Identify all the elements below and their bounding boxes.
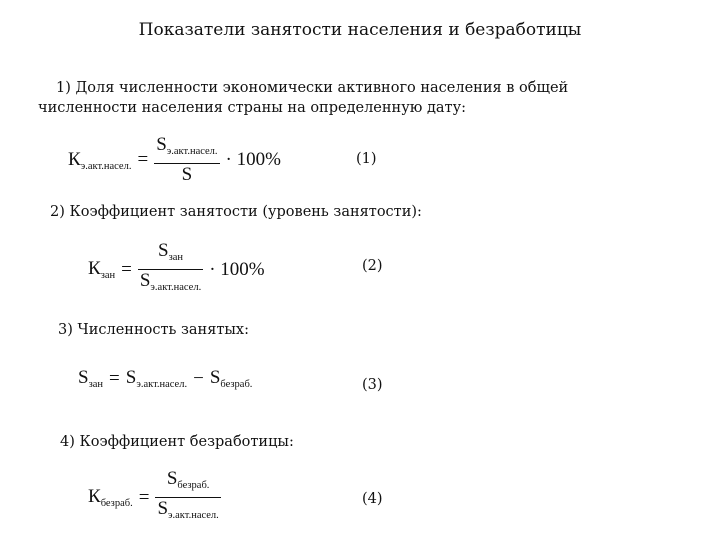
formula-1-lhs: $К_{э.акт.насел.}$ <box>68 148 132 172</box>
item-4-label: 4) Коэффициент безработицы: <box>60 434 294 450</box>
formula-3-lhs: $S_{зан}$ <box>78 367 104 390</box>
formula-2-lhs: $К_{зан}$ <box>88 258 116 281</box>
formula-4-denominator: $S_{э.акт.насел.}$ <box>157 498 219 521</box>
formula-2-numerator: $S_{зан}$ <box>138 240 203 270</box>
item-3-label: 3) Численность занятых: <box>58 322 249 338</box>
formula-4-numerator: $S_{безраб.}$ <box>155 468 220 498</box>
formula-4-lhs: $К_{безраб.}$ <box>88 486 133 509</box>
formula-1: $К_{э.акт.насел.}$ = $\frac{S_{э.акт.насел.}}{S}$ · 100% <box>68 134 281 185</box>
formula-4-number: (4) <box>362 491 383 507</box>
formula-2-denominator: $S_{э.акт.насел.}$ <box>139 270 202 293</box>
formula-3-number: (3) <box>362 377 383 393</box>
formula-1-number: (1) <box>356 151 377 167</box>
formula-1-denominator: S <box>181 164 193 185</box>
formula-4: $К_{безраб.}$ = $\frac{S_{безраб.}}{S_{э.акт.насел.}}$ <box>88 468 221 527</box>
formula-3-term-2: $S_{безраб.}$ <box>209 367 253 390</box>
formula-3-term-1: $S_{э.акт.насел.}$ <box>125 367 188 390</box>
formula-4-fraction <box>155 468 220 527</box>
formula-1-tail: · 100% <box>225 149 281 170</box>
formula-2-tail: · 100% <box>209 258 265 280</box>
formula-1-fraction <box>154 134 219 186</box>
page-title: Показатели занятости населения и безработицы <box>138 20 582 40</box>
formula-2-number: (2) <box>362 258 383 274</box>
formula-2-fraction <box>138 240 203 299</box>
formula-2: $К_{зан}$ = $\frac{S_{зан}}{S_{э.акт.насел.}}$ · 100% <box>88 240 265 299</box>
item-1-line-2: численности населения страны на определенную дату: <box>38 100 466 116</box>
item-1-line-1: 1) Доля численности экономически активного населения в общей <box>56 80 569 96</box>
formula-3: $S_{зан}$ = $S_{э.акт.насел.}$ − $S_{безраб.}$ <box>78 367 253 390</box>
formula-1-numerator: $S_{э.акт.насел.}$ <box>154 134 219 164</box>
item-2-label: 2) Коэффициент занятости (уровень занятости): <box>50 204 422 220</box>
item-1-text <box>38 78 568 118</box>
